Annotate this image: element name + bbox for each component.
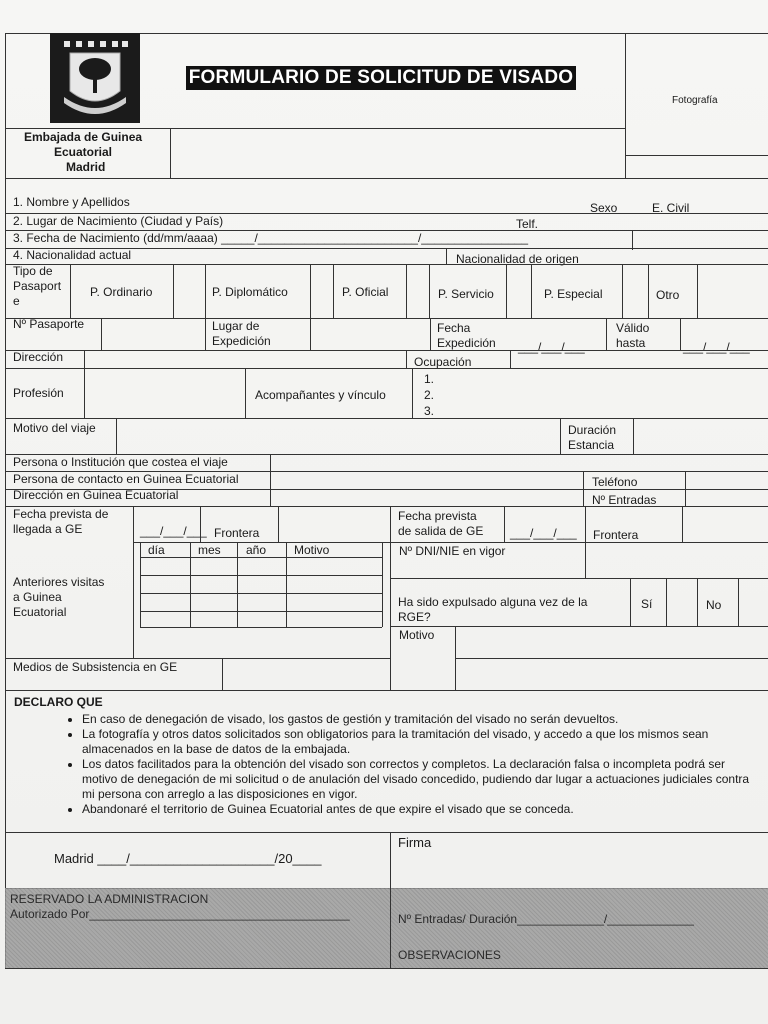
- expelled-no[interactable]: No: [706, 598, 722, 612]
- civil-status-label: E. Civil: [652, 201, 690, 215]
- payer-label: Persona o Institución que costea el viaje: [13, 455, 228, 469]
- form-title: FORMULARIO DE SOLICITUD DE VISADO: [186, 66, 576, 90]
- embassy-line-2: Ecuatorial: [54, 145, 113, 159]
- issue-date-label: Fecha Expedición: [437, 321, 496, 350]
- trip-reason-label: Motivo del viaje: [13, 421, 96, 435]
- dni-label: Nº DNI/NIE en vigor: [399, 544, 506, 558]
- declaration-item: • Abandonaré el territorio de Guinea Ecuatorial antes de que expire el visado que se conceda.: [82, 802, 754, 817]
- departure-border-label: Frontera: [593, 528, 639, 542]
- sex-label: Sexo: [590, 201, 618, 215]
- place-date-line[interactable]: Madrid ____/____________________/20____: [54, 851, 322, 866]
- companion-2: 2.: [424, 388, 435, 402]
- nationality-label: 4. Nacionalidad actual: [13, 248, 132, 262]
- authorized-by-field: Autorizado Por_______________________________________: [10, 907, 350, 921]
- departure-date-label: Fecha prevista de salida de GE: [398, 509, 484, 538]
- contact-phone-label: Teléfono: [592, 475, 638, 489]
- col-reason: Motivo: [294, 543, 330, 557]
- phone-label: Telf.: [516, 217, 539, 231]
- issue-date-blank[interactable]: ___/___/___: [518, 340, 585, 354]
- declaration-list: [14, 712, 754, 817]
- photo-label: Fotografía: [672, 95, 718, 106]
- signature-label: Firma: [398, 835, 432, 850]
- entries-label: Nº Entradas: [592, 493, 657, 507]
- subsistence-label: Medios de Subsistencia en GE: [13, 660, 178, 674]
- previous-visits-label: Anteriores visitas a Guinea Ecuatorial: [13, 575, 105, 619]
- duration-label: Duración Estancia: [568, 423, 617, 452]
- col-year: año: [246, 543, 267, 557]
- companion-1: 1.: [424, 372, 435, 386]
- birthdate-label: 3. Fecha de Nacimiento (dd/mm/aaaa) _____/________________________/________________: [13, 231, 529, 245]
- origin-nationality-label: Nacionalidad de origen: [456, 252, 579, 266]
- declaration-item: • En caso de denegación de visado, los gastos de gestión y tramitación del visado no serán devueltos.: [82, 712, 754, 727]
- declaration-item: • La fotografía y otros datos solicitados son obligatorios para la tramitación del visado, y accedo a que los mismos sean almacenados en la base de datos de la embajada.: [82, 727, 754, 757]
- passport-diplomatic-option[interactable]: P. Diplomático: [212, 285, 288, 299]
- admin-reserved-label: RESERVADO LA ADMINISTRACION: [10, 892, 209, 906]
- passport-other-option[interactable]: Otro: [656, 288, 680, 302]
- valid-until-label: Válido hasta: [616, 321, 650, 350]
- passport-service-option[interactable]: P. Servicio: [438, 287, 494, 301]
- departure-date-blank[interactable]: ___/___/___: [510, 526, 577, 540]
- profession-label: Profesión: [13, 386, 64, 400]
- observations-label: OBSERVACIONES: [398, 948, 501, 962]
- expelled-question: Ha sido expulsado alguna vez de la RGE?: [398, 595, 588, 624]
- embassy-line-1: Embajada de Guinea: [24, 130, 143, 144]
- name-label: 1. Nombre y Apellidos: [13, 195, 130, 209]
- col-day: día: [148, 543, 165, 557]
- arrival-border-label: Frontera: [214, 526, 260, 540]
- address-label: Dirección: [13, 350, 64, 364]
- passport-official-option[interactable]: P. Oficial: [342, 285, 389, 299]
- arrival-date-label: Fecha prevista de llegada a GE: [13, 507, 109, 536]
- birthplace-label: 2. Lugar de Nacimiento (Ciudad y País): [13, 214, 224, 228]
- passport-special-option[interactable]: P. Especial: [544, 287, 603, 301]
- issue-place-label: Lugar de Expedición: [212, 319, 271, 348]
- passport-type-label: Tipo de Pasaport e: [13, 264, 62, 308]
- entries-duration-field: Nº Entradas/ Duración_____________/_____________: [398, 912, 694, 926]
- valid-until-blank[interactable]: ___/___/___: [683, 340, 750, 354]
- declaration-item: • Los datos facilitados para la obtención del visado son correctos y completos. La declaración falsa o incompleta podrá ser motivo de denegación de mi solicitud o de anulación del visado concedido, pudiendo dar lugar a actuaciones judiciales contra mi persona con arreglo a las disposiciones en vigor.: [82, 757, 754, 802]
- companions-label: Acompañantes y vínculo: [255, 388, 386, 402]
- passport-ordinary-option[interactable]: P. Ordinario: [90, 285, 153, 299]
- companion-3: 3.: [424, 404, 435, 418]
- col-month: mes: [198, 543, 221, 557]
- coat-of-arms-emblem: [50, 33, 140, 123]
- occupation-label: Ocupación: [414, 355, 472, 369]
- expelled-reason-label: Motivo: [399, 628, 435, 642]
- declaration-heading: DECLARO QUE: [14, 695, 103, 709]
- passport-number-label: Nº Pasaporte: [13, 317, 85, 331]
- arrival-date-blank[interactable]: ___/___/___: [140, 524, 207, 538]
- contact-person-label: Persona de contacto en Guinea Ecuatorial: [13, 472, 239, 486]
- expelled-yes[interactable]: Sí: [641, 597, 653, 611]
- ge-address-label: Dirección en Guinea Ecuatorial: [13, 488, 179, 502]
- embassy-line-3: Madrid: [66, 160, 106, 174]
